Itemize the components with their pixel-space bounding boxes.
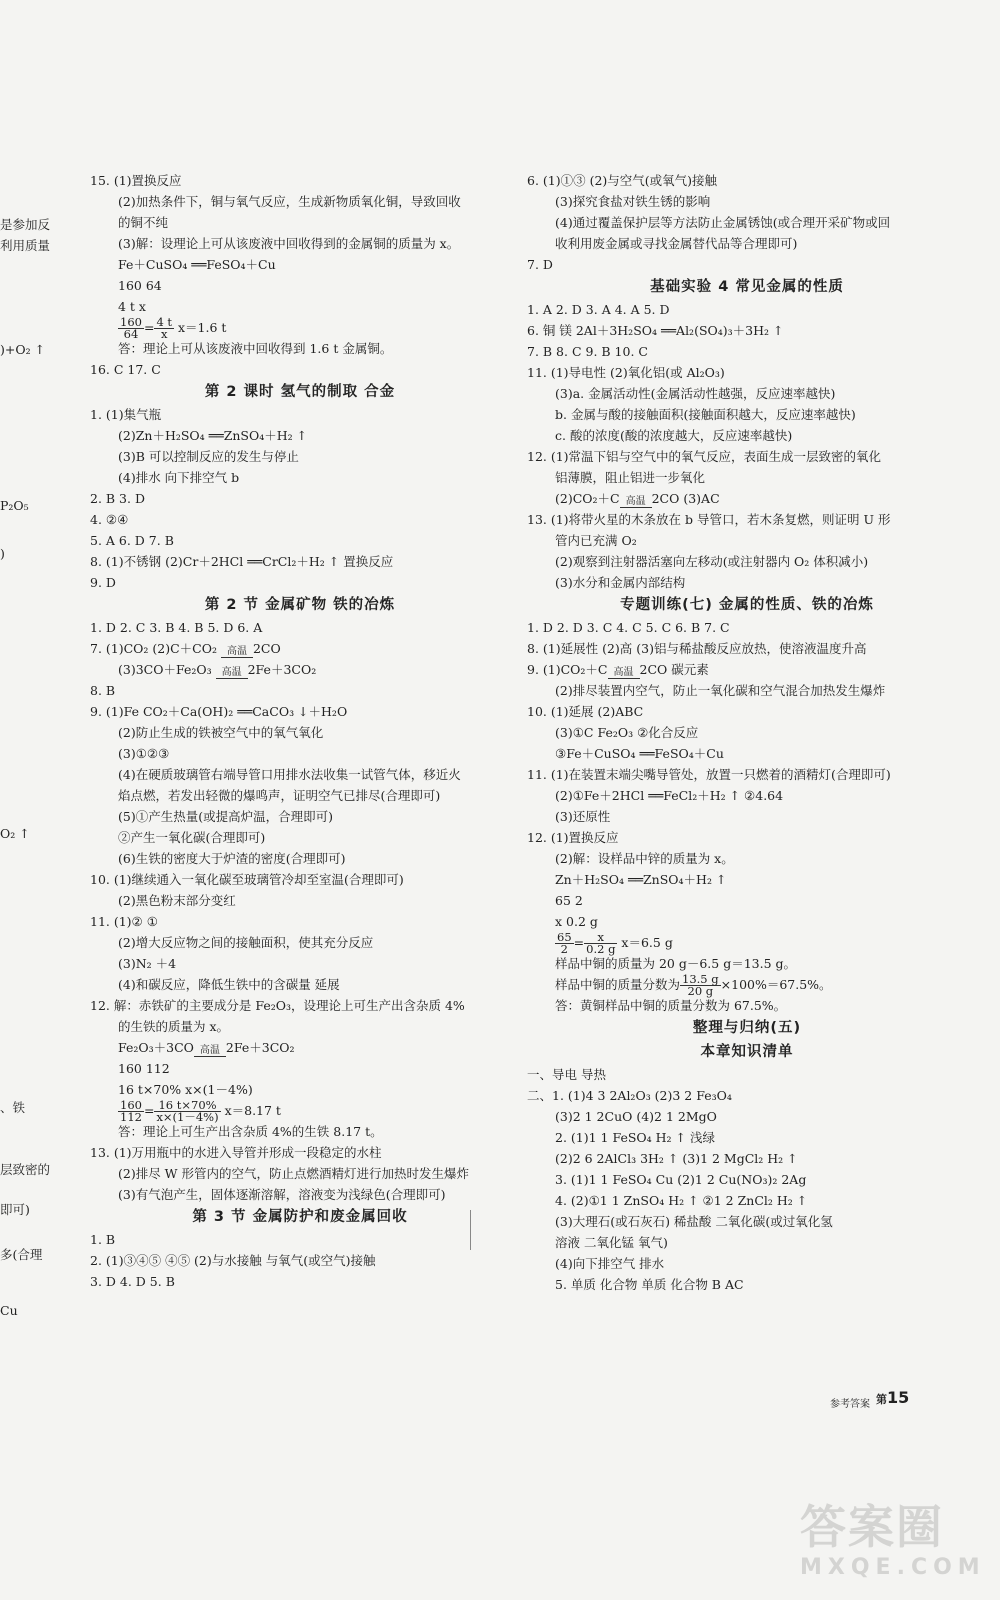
- denominator: x×(1－4%): [156, 1110, 219, 1124]
- fraction: [154, 1100, 220, 1123]
- answer-line: 160 64: [118, 278, 162, 293]
- answer-line: 7. D: [527, 257, 553, 272]
- answer-line: [90, 315, 510, 341]
- section-heading: 基础实验 4 常见金属的性质: [650, 279, 844, 295]
- reaction-arrow: [221, 647, 253, 659]
- watermark-big: 答案圈: [800, 1500, 944, 1554]
- reaction-condition: 高温: [608, 668, 640, 679]
- answer-line: [527, 972, 967, 998]
- watermark-logo: [800, 1500, 986, 1590]
- fraction: [680, 974, 721, 997]
- answer-line: 答：理论上可生产出含杂质 4%的生铁 8.17 t。: [118, 1124, 383, 1139]
- line-text: (3)3CO＋Fe₂O₃: [118, 662, 216, 677]
- numerator: 13.5 g: [682, 972, 719, 986]
- line-text: 2Fe＋3CO₂: [247, 662, 317, 677]
- answer-line: (3)解：设理论上可从该废液中回收得到的金属铜的质量为 x。: [118, 236, 460, 251]
- answer-line: 11. (1)在装置末端尖嘴导管处，放置一只燃着的酒精灯(合理即可): [527, 767, 891, 782]
- answer-line: [90, 1098, 510, 1124]
- answer-line: 焰点燃，若发出轻微的爆鸣声，证明空气已排尽(合理即可): [118, 788, 441, 803]
- line-text: 样品中铜的质量分数为: [555, 977, 681, 992]
- answer-line: [527, 930, 967, 956]
- answer-line: (4)向下排空气 排水: [555, 1256, 665, 1271]
- reaction-condition: 高温: [216, 668, 248, 679]
- cut-off-text: 多(合理: [0, 1247, 43, 1262]
- answer-line: 5. 单质 化合物 单质 化合物 B AC: [555, 1277, 744, 1292]
- answer-line: 3. D 4. D 5. B: [90, 1274, 175, 1289]
- answer-line: [527, 488, 967, 509]
- line-text: 7. (1)CO₂ (2)C＋CO₂: [90, 641, 221, 656]
- answer-line: 8. (1)延展性 (2)高 (3)铝与稀盐酸反应放热，使溶液温度升高: [527, 641, 867, 656]
- answer-line: 4 t x: [118, 299, 146, 314]
- line-text: 9. (1)CO₂＋C: [527, 662, 608, 677]
- answer-line: (2)增大反应物之间的接触面积，使其充分反应: [118, 935, 374, 950]
- answer-line: (4)在硬质玻璃管右端导管口用排水法收集一试管气体，移近火: [118, 767, 461, 782]
- reaction-arrow: [216, 668, 248, 680]
- answer-line: 5. A 6. D 7. B: [90, 533, 174, 548]
- answer-line: 1. (1)集气瓶: [90, 407, 162, 422]
- answer-line: (2)排尽装置内空气，防止一氧化碳和空气混合加热发生爆炸: [555, 683, 886, 698]
- answer-line: (4)排水 向下排空气 b: [118, 470, 240, 485]
- answer-line: (3)还原性: [555, 809, 611, 824]
- answer-line: ②产生一氧化碳(合理即可): [118, 830, 266, 845]
- answer-line: 1. D 2. C 3. B 4. B 5. D 6. A: [90, 620, 263, 635]
- right-column: [527, 170, 967, 1295]
- numerator: 160: [120, 1098, 142, 1112]
- answer-line: 1. B: [90, 1232, 116, 1247]
- fraction: [555, 932, 574, 955]
- equals-sign: =: [573, 935, 585, 950]
- line-text: Fe₂O₃＋3CO: [118, 1040, 194, 1055]
- answer-line: [90, 638, 510, 659]
- line-text: 2CO: [252, 641, 281, 656]
- answer-line: [90, 659, 510, 680]
- answer-line: 9. D: [90, 575, 116, 590]
- section-heading: 整理与归纳(五): [692, 1020, 802, 1036]
- page-number-value: 15: [887, 1388, 910, 1407]
- answer-line: 160 112: [118, 1061, 170, 1076]
- denominator: x: [160, 327, 168, 341]
- answer-line: 1. A 2. D 3. A 4. A 5. D: [527, 302, 670, 317]
- answer-line: (2)Zn＋H₂SO₄ ══ZnSO₄＋H₂ ↑: [118, 428, 308, 443]
- line-text: 2CO (3)AC: [651, 491, 720, 506]
- fraction: [118, 317, 144, 340]
- answer-line: (3)2 1 2CuO (4)2 1 2MgO: [555, 1109, 717, 1124]
- denominator: 0.2 g: [586, 942, 616, 956]
- section-heading: 第 3 节 金属防护和废金属回收: [192, 1209, 408, 1225]
- answer-line: (3)有气泡产生，固体逐渐溶解，溶液变为浅绿色(合理即可): [118, 1187, 446, 1202]
- answer-line: (2)排尽 W 形管内的空气，防止点燃酒精灯进行加热时发生爆炸: [118, 1166, 470, 1181]
- denominator: 64: [123, 327, 139, 341]
- answer-line: 12. 解：赤铁矿的主要成分是 Fe₂O₃，设理论上可生产出含杂质 4%: [90, 998, 465, 1013]
- page-number-prefix: 第: [876, 1393, 887, 1406]
- answer-line: 11. (1)导电性 (2)氧化铝(或 Al₂O₃): [527, 365, 725, 380]
- answer-line: 8. B: [90, 683, 116, 698]
- reaction-arrow: [620, 497, 652, 509]
- answer-line: 收利用废金属或寻找金属替代品等合理即可): [555, 236, 798, 251]
- answer-line: 2. B 3. D: [90, 491, 145, 506]
- answer-line: 3. (1)1 1 FeSO₄ Cu (2)1 2 Cu(NO₃)₂ 2Ag: [555, 1172, 807, 1187]
- answer-line: (4)通过覆盖保护层等方法防止金属锈蚀(或合理开采矿物或回: [555, 215, 891, 230]
- answer-line: 2. (1)1 1 FeSO₄ H₂ ↑ 浅绿: [555, 1130, 715, 1145]
- cut-off-text: O₂ ↑: [0, 826, 30, 841]
- answer-line: 10. (1)继续通入一氧化碳至玻璃管冷却至室温(合理即可): [90, 872, 404, 887]
- answer-line: x 0.2 g: [555, 914, 598, 929]
- line-text: x＝8.17 t: [220, 1103, 281, 1118]
- answer-line: 管内已充满 O₂: [555, 533, 637, 548]
- answer-line: 10. (1)延展 (2)ABC: [527, 704, 644, 719]
- answer-line: 6. 铜 镁 2Al＋3H₂SO₄ ══Al₂(SO₄)₃＋3H₂ ↑: [527, 323, 784, 338]
- answer-line: (4)和碳反应，降低生铁中的含碳量 延展: [118, 977, 340, 992]
- cut-off-text: 利用质量: [0, 238, 51, 253]
- numerator: x: [584, 932, 617, 944]
- answer-line: 的生铁的质量为 x。: [118, 1019, 230, 1034]
- answer-line: 12. (1)常温下铝与空气中的氧气反应，表面生成一层致密的氧化: [527, 449, 882, 464]
- answer-line: 7. B 8. C 9. B 10. C: [527, 344, 648, 359]
- answer-line: 13. (1)万用瓶中的水进入导管并形成一段稳定的水柱: [90, 1145, 382, 1160]
- answer-line: 6. (1)①③ (2)与空气(或氧气)接触: [527, 173, 718, 188]
- answer-line: 13. (1)将带火星的木条放在 b 导管口，若木条复燃，则证明 U 形: [527, 512, 891, 527]
- line-text: x＝1.6 t: [174, 320, 227, 335]
- section-heading: 第 2 课时 氢气的制取 合金: [204, 384, 396, 400]
- cut-off-text: 即可): [0, 1202, 30, 1217]
- fraction: [154, 317, 174, 340]
- answer-line: (2)加热条件下，铜与氧气反应，生成新物质氧化铜，导致回收: [118, 194, 461, 209]
- answer-line: (2)①Fe＋2HCl ══FeCl₂＋H₂ ↑ ②4.64: [555, 788, 784, 803]
- answer-line: c. 酸的浓度(酸的浓度越大，反应速率越快): [555, 428, 793, 443]
- line-text: ×100%＝67.5%。: [720, 977, 832, 992]
- answer-line: 4. ②④: [90, 512, 129, 527]
- equals-sign: =: [143, 320, 155, 335]
- reaction-arrow: [194, 1046, 226, 1058]
- answer-line: (3)水分和金属内部结构: [555, 575, 686, 590]
- reaction-condition: 高温: [194, 1046, 226, 1057]
- answer-line: (2)2 6 2AlCl₃ 3H₂ ↑ (3)1 2 MgCl₂ H₂ ↑: [555, 1151, 798, 1166]
- numerator: 160: [120, 315, 142, 329]
- answer-line: 4. (2)①1 1 ZnSO₄ H₂ ↑ ②1 2 ZnCl₂ H₂ ↑: [555, 1193, 808, 1208]
- watermark-small: MXQE.COM: [800, 1555, 986, 1580]
- answer-line: 溶液 二氧化锰 氧气): [555, 1235, 668, 1250]
- numerator: 65: [557, 930, 572, 944]
- left-column: [90, 170, 510, 1292]
- section-heading: 本章知识清单: [700, 1044, 794, 1060]
- answer-line: [527, 659, 967, 680]
- answer-line: (2)黑色粉末部分变红: [118, 893, 236, 908]
- answer-line: (3)B 可以控制反应的发生与停止: [118, 449, 299, 464]
- denominator: 20 g: [687, 984, 714, 998]
- cut-off-text: 层致密的: [0, 1162, 51, 1177]
- footer-label: 参考答案: [830, 1399, 870, 1410]
- line-text: 2Fe＋3CO₂: [225, 1040, 295, 1055]
- answer-line: (3)N₂ ＋4: [118, 956, 177, 971]
- answer-line: (3)大理石(或石灰石) 稀盐酸 二氧化碳(或过氧化氢: [555, 1214, 833, 1229]
- cut-off-text: P₂O₅: [0, 498, 29, 513]
- line-text: (2)CO₂＋C: [555, 491, 620, 506]
- page-number: [876, 1388, 909, 1407]
- answer-line: 铝薄膜，阻止铝进一步氧化: [555, 470, 706, 485]
- answer-line: 16 t×70% x×(1－4%): [118, 1082, 253, 1097]
- answer-line: 的铜不纯: [118, 215, 169, 230]
- answer-line: 样品中铜的质量为 20 g－6.5 g＝13.5 g。: [555, 956, 797, 971]
- answer-line: Zn＋H₂SO₄ ══ZnSO₄＋H₂ ↑: [555, 872, 727, 887]
- answer-line: (6)生铁的密度大于炉渣的密度(合理即可): [118, 851, 346, 866]
- reaction-condition: 高温: [620, 497, 652, 508]
- binding-line: [470, 1210, 471, 1250]
- denominator: 112: [120, 1110, 142, 1124]
- answer-line: (3)①C Fe₂O₃ ②化合反应: [555, 725, 699, 740]
- section-heading: 第 2 节 金属矿物 铁的冶炼: [204, 597, 396, 613]
- answer-line: 8. (1)不锈钢 (2)Cr＋2HCl ══CrCl₂＋H₂ ↑ 置换反应: [90, 554, 394, 569]
- answer-line: (2)解：设样品中锌的质量为 x。: [555, 851, 734, 866]
- answer-line: 65 2: [555, 893, 583, 908]
- line-text: x＝6.5 g: [617, 935, 673, 950]
- answer-line: (3)探究食盐对铁生锈的影响: [555, 194, 711, 209]
- answer-line: 答：理论上可从该废液中回收得到 1.6 t 金属铜。: [118, 341, 393, 356]
- answer-line: ③Fe＋CuSO₄ ══FeSO₄＋Cu: [555, 746, 724, 761]
- cut-off-text: ): [0, 546, 5, 561]
- answer-line: 1. D 2. D 3. C 4. C 5. C 6. B 7. C: [527, 620, 730, 635]
- answer-line: 答：黄铜样品中铜的质量分数为 67.5%。: [555, 998, 787, 1013]
- answer-line: [90, 1037, 510, 1058]
- numerator: 16 t×70%: [154, 1100, 220, 1112]
- answer-line: 12. (1)置换反应: [527, 830, 619, 845]
- cut-off-text: 是参加反: [0, 217, 51, 232]
- answer-line: 16. C 17. C: [90, 362, 161, 377]
- answer-line: 2. (1)③④⑤ ④⑤ (2)与水接触 与氧气(或空气)接触: [90, 1253, 376, 1268]
- equals-sign: =: [143, 1103, 155, 1118]
- answer-line: 9. (1)Fe CO₂＋Ca(OH)₂ ══CaCO₃ ↓＋H₂O: [90, 704, 348, 719]
- numerator: 4 t: [156, 315, 173, 329]
- answer-line: (2)防止生成的铁被空气中的氧气氧化: [118, 725, 324, 740]
- answer-line: (5)①产生热量(或提高炉温，合理即可): [118, 809, 333, 824]
- reaction-condition: 高温: [221, 647, 253, 658]
- fraction: [584, 932, 617, 955]
- line-text: 2CO 碳元素: [639, 662, 709, 677]
- answer-line: (3)①②③: [118, 746, 170, 761]
- answer-line: b. 金属与酸的接触面积(接触面积越大，反应速率越快): [555, 407, 856, 422]
- denominator: 2: [560, 942, 568, 956]
- answer-line: Fe＋CuSO₄ ══FeSO₄＋Cu: [118, 257, 276, 272]
- cut-off-text: )+O₂ ↑: [0, 342, 46, 357]
- answer-line: (3)a. 金属活动性(金属活动性越强，反应速率越快): [555, 386, 836, 401]
- section-heading: 专题训练(七) 金属的性质、铁的冶炼: [620, 597, 874, 613]
- answer-line: 二、1. (1)4 3 2Al₂O₃ (2)3 2 Fe₃O₄: [527, 1088, 732, 1103]
- answer-line: (2)观察到注射器活塞向左移动(或注射器内 O₂ 体积减小): [555, 554, 869, 569]
- cut-off-text: Cu: [0, 1303, 18, 1318]
- answer-line: 15. (1)置换反应: [90, 173, 182, 188]
- cut-off-text: 、铁: [0, 1100, 26, 1115]
- fraction: [118, 1100, 144, 1123]
- answer-line: 一、导电 导热: [527, 1067, 606, 1082]
- reaction-arrow: [608, 668, 640, 680]
- answer-line: 11. (1)② ①: [90, 914, 158, 929]
